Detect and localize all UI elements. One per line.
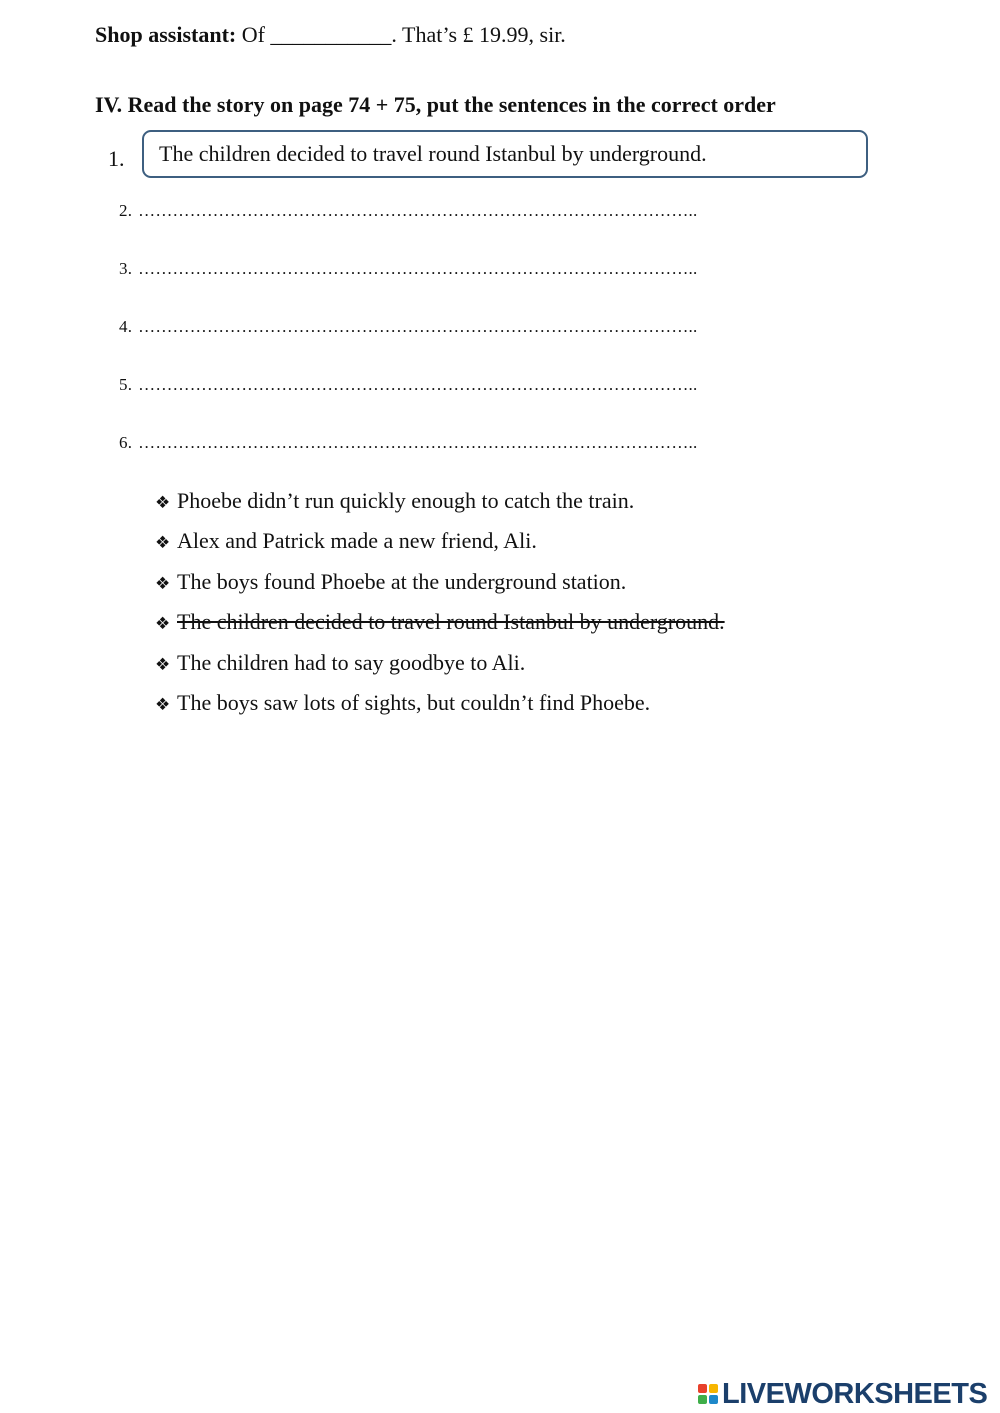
answer-dots-5[interactable]: ……………………………………………………………………………………..: [138, 375, 698, 394]
sentence-item: [155, 528, 537, 554]
sentence-item: [155, 569, 626, 595]
answer-line-2[interactable]: [119, 201, 697, 221]
logo-square-green: [698, 1395, 707, 1404]
sentence-text: Alex and Patrick made a new friend, Ali.: [177, 528, 537, 553]
answer-line-4[interactable]: [119, 317, 697, 337]
answer-dots-4[interactable]: ……………………………………………………………………………………..: [138, 317, 698, 336]
bullet-icon: ❖: [155, 614, 171, 634]
sentence-item-struck: [155, 609, 725, 635]
brand-name: LIVEWORKSHEETS: [722, 1377, 988, 1410]
bullet-icon: ❖: [155, 493, 171, 513]
sentence-text: The boys saw lots of sights, but couldn’t find Phoebe.: [177, 690, 651, 715]
answer-line-3[interactable]: [119, 259, 697, 279]
answer-number-4: 4.: [119, 317, 133, 336]
answer-dots-6[interactable]: ……………………………………………………………………………………..: [138, 433, 698, 452]
answer-number-6: 6.: [119, 433, 133, 452]
sentence-text: Phoebe didn’t run quickly enough to catch the train.: [177, 488, 635, 513]
answer-number-3: 3.: [119, 259, 133, 278]
logo-square-red: [698, 1384, 707, 1393]
answer-1-input[interactable]: [144, 132, 859, 176]
bullet-icon: ❖: [155, 533, 171, 553]
answer-number-1: 1.: [108, 146, 125, 171]
answer-dots-3[interactable]: ……………………………………………………………………………………..: [138, 259, 698, 278]
answer-number-2: 2.: [119, 201, 133, 220]
bullet-icon: ❖: [155, 574, 171, 594]
sentence-item: [155, 650, 525, 676]
sentence-text: The children decided to travel round Istanbul by underground.: [177, 609, 725, 634]
sentence-item: [155, 488, 634, 514]
logo-square-blue: [709, 1395, 718, 1404]
dialogue-line: [95, 22, 566, 48]
answer-number-5: 5.: [119, 375, 133, 394]
answer-line-5[interactable]: [119, 375, 697, 395]
answer-dots-2[interactable]: ……………………………………………………………………………………..: [138, 201, 698, 220]
dialogue-text: Of ___________. That’s £ 19.99, sir.: [236, 22, 566, 47]
logo-square-yellow: [709, 1384, 718, 1393]
sentence-text: The children had to say goodbye to Ali.: [177, 650, 526, 675]
bullet-icon: ❖: [155, 695, 171, 715]
liveworksheets-logo: [698, 1377, 987, 1411]
sentence-text: The boys found Phoebe at the underground station.: [177, 569, 627, 594]
answer-line-6[interactable]: [119, 433, 697, 453]
speaker-label: Shop assistant:: [95, 22, 237, 47]
answer-1-box[interactable]: [142, 130, 868, 178]
section-heading: IV. Read the story on page 74 + 75, put the sentences in the correct order: [95, 92, 776, 117]
bullet-icon: ❖: [155, 655, 171, 675]
sentence-item: [155, 690, 650, 716]
liveworksheets-logo-icon: [698, 1384, 718, 1404]
